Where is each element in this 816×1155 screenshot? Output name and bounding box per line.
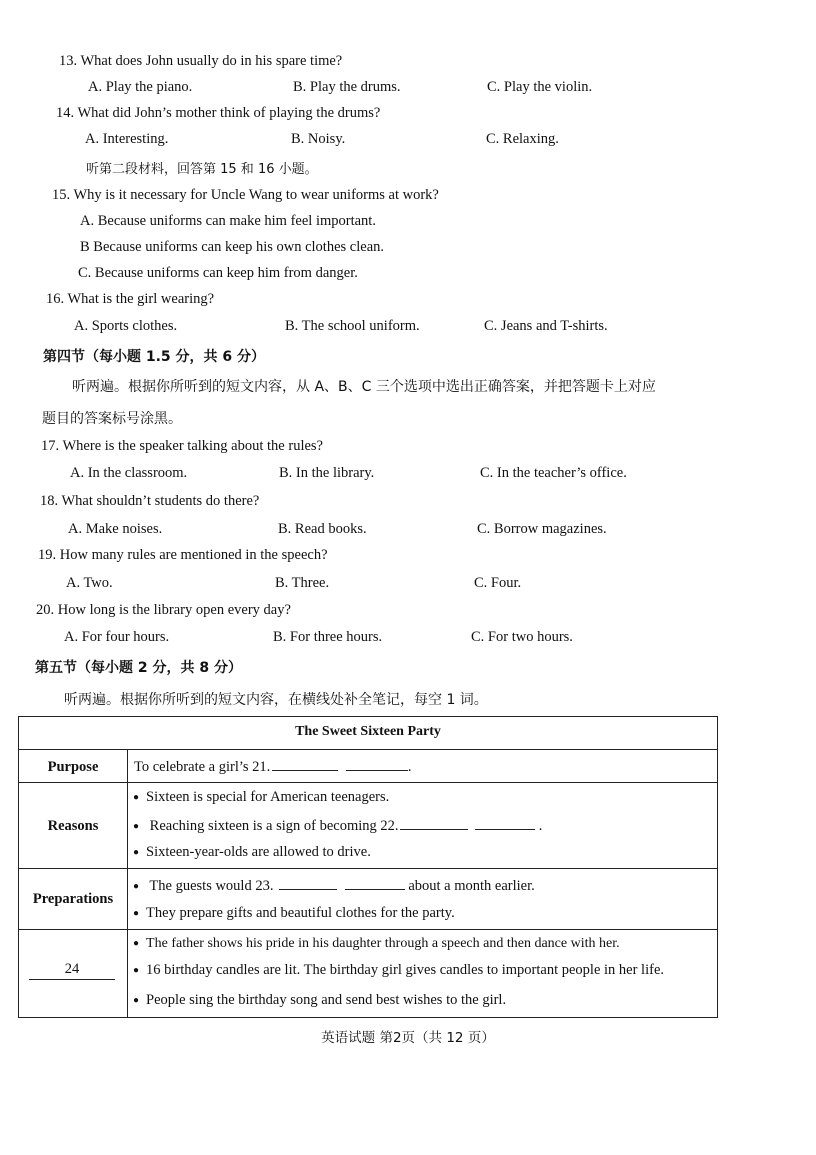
preparation-item-1-text: The guests would 23.	[149, 878, 274, 894]
section-4-instruction-line1: 听两遍。根据你所听到的短文内容，从 A、B、C 三个选项中选出正确答案，并把答题卡上对应	[72, 379, 656, 395]
section-4-title: 第四节（每小题 1.5 分，共 6 分）	[43, 349, 266, 365]
q18-option-c: C. Borrow magazines.	[477, 521, 607, 537]
q19-option-c: C. Four.	[474, 575, 522, 591]
section-4-instruction-line2: 题目的答案标号涂黑。	[42, 411, 182, 427]
q14-option-c: C. Relaxing.	[486, 131, 559, 147]
q20-option-a: A. For four hours.	[64, 629, 170, 645]
question-14-stem: 14. What did John’s mother think of playing the drums?	[56, 105, 381, 121]
q16-option-b: B. The school uniform.	[285, 318, 420, 334]
blank-21a[interactable]	[272, 758, 338, 771]
question-19-stem: 19. How many rules are mentioned in the speech?	[38, 547, 328, 563]
blank-23b[interactable]	[345, 877, 405, 890]
q16-option-a: A. Sports clothes.	[74, 318, 178, 334]
purpose-label: Purpose	[47, 759, 99, 775]
table-column-divider	[127, 750, 128, 1017]
row4-item-2: ● 16 birthday candles are lit. The birthday girl gives candles to important people in her life.	[133, 962, 664, 979]
section-5-title: 第五节（每小题 2 分，共 8 分）	[35, 660, 242, 676]
blank-22b[interactable]	[475, 817, 535, 830]
blank-23a[interactable]	[279, 877, 337, 890]
table-divider	[19, 749, 717, 750]
q19-option-a: A. Two.	[66, 575, 113, 591]
q15-option-b: B Because uniforms can keep his own clothes clean.	[80, 239, 385, 255]
instruction-section2: 听第二段材料，回答第 15 和 16 小题。	[86, 162, 318, 177]
preparation-item-2: ● They prepare gifts and beautiful clothes for the party.	[133, 905, 455, 922]
question-16-stem: 16. What is the girl wearing?	[46, 291, 215, 307]
question-15-stem: 15. Why is it necessary for Uncle Wang to wear uniforms at work?	[52, 187, 439, 203]
q17-option-c: C. In the teacher’s office.	[480, 465, 627, 481]
notes-table	[18, 716, 718, 1018]
preparations-label: Preparations	[32, 891, 114, 907]
reason-item-3: ● Sixteen-year-olds are allowed to drive.	[133, 844, 371, 861]
q17-option-b: B. In the library.	[279, 465, 375, 481]
q20-option-c: C. For two hours.	[471, 629, 573, 645]
q15-option-a: A. Because uniforms can make him feel important.	[80, 213, 376, 229]
reason-item-2: ● Reaching sixteen is a sign of becoming 22. .	[133, 817, 542, 835]
row4-item-3: ● People sing the birthday song and send best wishes to the girl.	[133, 992, 506, 1009]
purpose-text-content: To celebrate a girl’s 21.	[134, 759, 271, 775]
question-18-stem: 18. What shouldn’t students do there?	[40, 493, 260, 509]
preparation-item-1-tail: about a month earlier.	[408, 878, 535, 894]
blank-24-label[interactable]: 24	[29, 961, 115, 980]
blank-22a[interactable]	[400, 817, 468, 830]
q20-option-b: B. For three hours.	[273, 629, 383, 645]
reasons-label: Reasons	[47, 818, 99, 834]
q16-option-c: C. Jeans and T-shirts.	[484, 318, 608, 334]
page-footer: 英语试题 第2页（共 12 页）	[321, 1030, 495, 1046]
section-5-instruction: 听两遍。根据你所听到的短文内容，在横线处补全笔记，每空 1 词。	[64, 692, 488, 708]
q17-option-a: A. In the classroom.	[70, 465, 188, 481]
purpose-text: To celebrate a girl’s 21. .	[134, 759, 412, 775]
table-divider	[19, 929, 717, 930]
q18-option-a: A. Make noises.	[68, 521, 163, 537]
table-divider	[19, 868, 717, 869]
q13-option-b: B. Play the drums.	[293, 79, 401, 95]
reason-item-2-text: Reaching sixteen is a sign of becoming 22.	[149, 818, 399, 834]
q14-option-a: A. Interesting.	[85, 131, 169, 147]
q15-option-c: C. Because uniforms can keep him from danger.	[78, 265, 358, 281]
q13-option-a: A. Play the piano.	[88, 79, 193, 95]
q19-option-b: B. Three.	[275, 575, 330, 591]
table-title: The Sweet Sixteen Party	[295, 724, 441, 739]
q18-option-b: B. Read books.	[278, 521, 367, 537]
question-13-stem: 13. What does John usually do in his spare time?	[59, 53, 343, 69]
preparation-item-1	[133, 877, 535, 895]
table-divider	[19, 782, 717, 783]
q13-option-c: C. Play the violin.	[487, 79, 593, 95]
question-20-stem: 20. How long is the library open every day?	[36, 602, 291, 618]
reason-item-1: ● Sixteen is special for American teenagers.	[133, 789, 389, 806]
question-17-stem: 17. Where is the speaker talking about the rules?	[41, 438, 323, 454]
blank-21b[interactable]	[346, 758, 408, 771]
q14-option-b: B. Noisy.	[291, 131, 346, 147]
row4-item-1: ● The father shows his pride in his daughter through a speech and then dance with her.	[133, 936, 620, 952]
